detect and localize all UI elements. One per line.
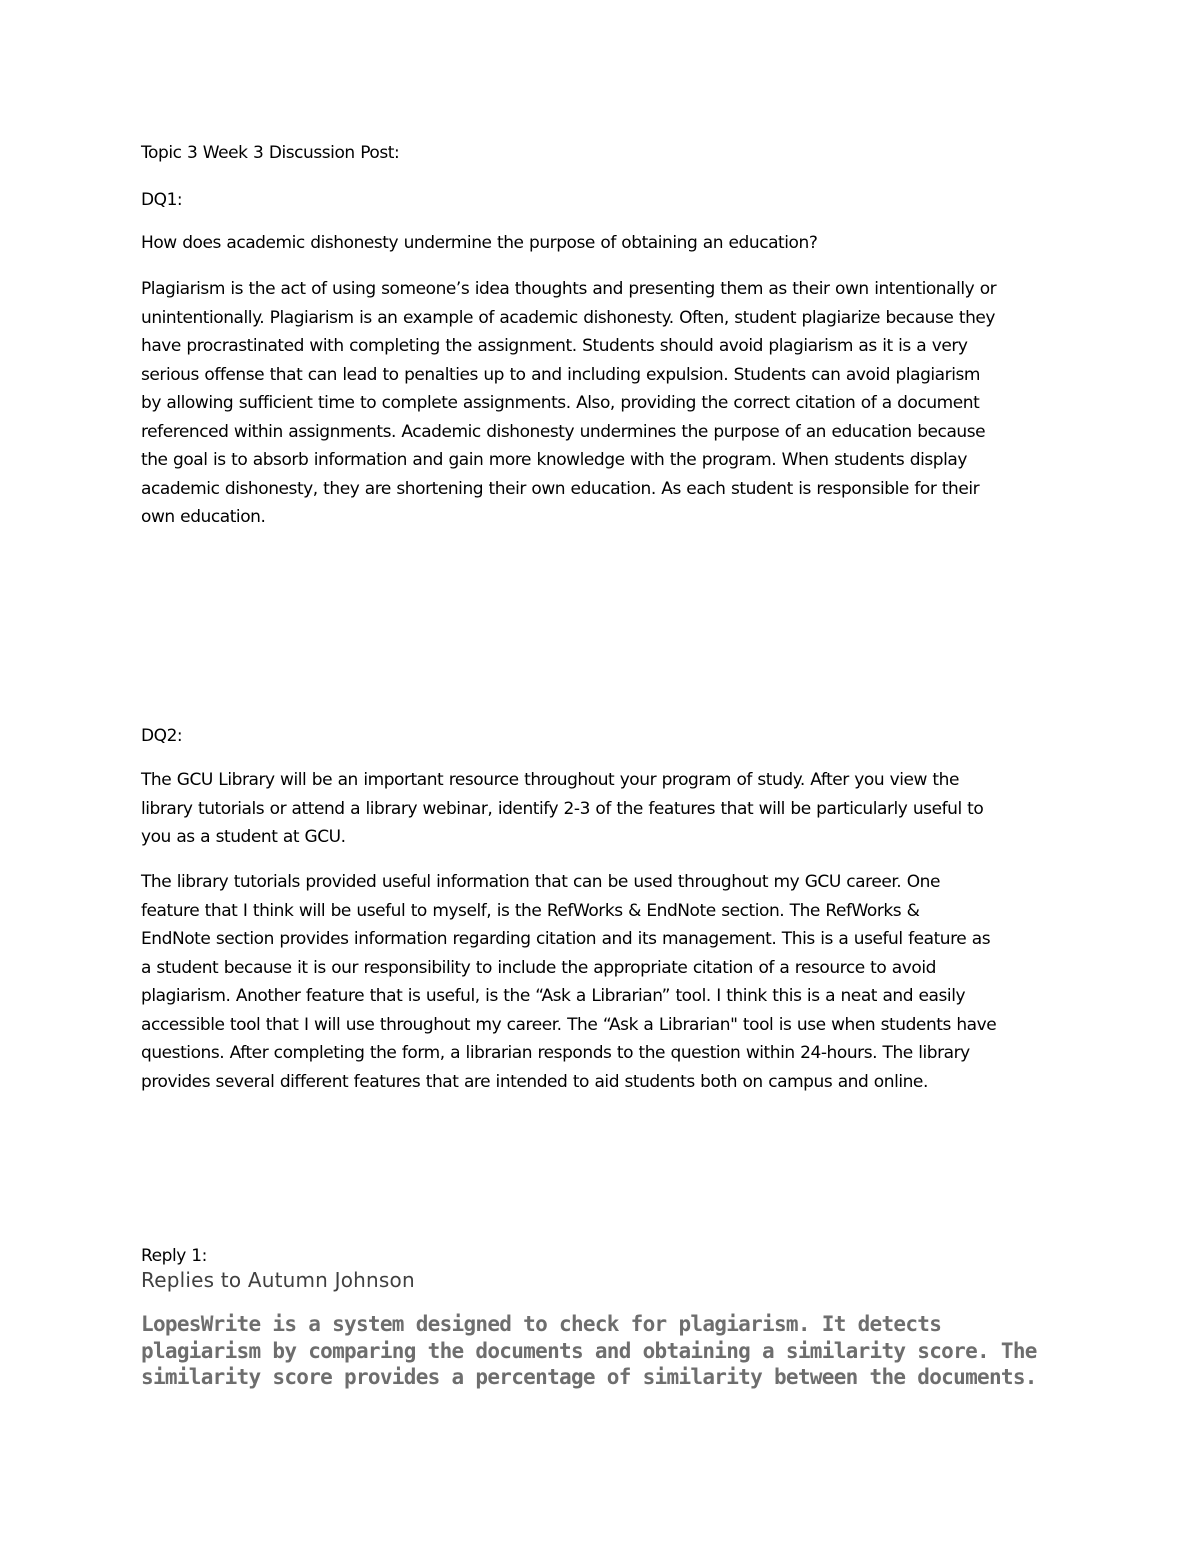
dq2-answer-line: plagiarism. Another feature that is useful, is the “Ask a Librarian” tool. I think this is a neat and easily: [141, 986, 966, 1006]
reply1-label: Reply 1:: [141, 1246, 207, 1266]
reply1-body-line: LopesWrite is a system designed to check for plagiarism. It detects: [141, 1312, 942, 1336]
dq2-label: DQ2:: [141, 726, 183, 746]
dq1-answer-line: own education.: [141, 507, 266, 527]
dq1-answer-line: academic dishonesty, they are shortening their own education. As each student is responsible for their: [141, 478, 980, 499]
dq1-answer-line: have procrastinated with completing the assignment. Students should avoid plagiarism as it is a very: [141, 336, 968, 356]
dq2-answer-line: questions. After completing the form, a librarian responds to the question within 24-hours. The library: [141, 1043, 970, 1063]
dq1-question: How does academic dishonesty undermine the purpose of obtaining an education?: [141, 233, 818, 253]
dq1-answer-line: referenced within assignments. Academic dishonesty undermines the purpose of an education because: [141, 421, 986, 442]
dq2-question-line: library tutorials or attend a library webinar, identify 2-3 of the features that will be particularly useful to: [141, 798, 984, 819]
dq2-question-paragraph: [141, 766, 1063, 852]
dq2-answer-paragraph: [141, 868, 1063, 1096]
dq1-answer-line: unintentionally. Plagiarism is an example of academic dishonesty. Often, student plagiarize because they: [141, 307, 996, 328]
reply1-heading: Replies to Autumn Johnson: [141, 1268, 415, 1292]
dq2-answer-line: EndNote section provides information regarding citation and its management. This is a useful feature as: [141, 929, 991, 949]
dq1-answer-line: the goal is to absorb information and gain more knowledge with the program. When students display: [141, 450, 967, 470]
dq1-label: DQ1:: [141, 190, 183, 210]
dq2-answer-line: a student because it is our responsibility to include the appropriate citation of a resource to avoid: [141, 957, 936, 978]
dq2-question-line: The GCU Library will be an important resource throughout your program of study. After you view the: [141, 770, 959, 790]
reply1-body-paragraph: [141, 1311, 1081, 1391]
reply1-body-line: similarity score provides a percentage of similarity between the documents.: [141, 1365, 1037, 1389]
dq2-answer-line: The library tutorials provided useful information that can be used throughout my GCU career. One: [141, 872, 940, 892]
dq2-answer-line: accessible tool that I will use throughout my career. The “Ask a Librarian" tool is use when students have: [141, 1014, 997, 1035]
dq2-answer-line: provides several different features that are intended to aid students both on campus and online.: [141, 1071, 928, 1092]
dq1-answer-line: serious offense that can lead to penalties up to and including expulsion. Students can avoid plagiarism: [141, 364, 980, 385]
dq1-answer-paragraph: [141, 275, 1063, 532]
document-title: Topic 3 Week 3 Discussion Post:: [141, 143, 400, 163]
dq2-question-line: you as a student at GCU.: [141, 827, 346, 847]
reply1-body-line: plagiarism by comparing the documents and obtaining a similarity score. The: [141, 1338, 1037, 1363]
dq1-answer-line: by allowing sufficient time to complete assignments. Also, providing the correct citation of a document: [141, 393, 980, 413]
dq2-answer-line: feature that I think will be useful to myself, is the RefWorks & EndNote section. The RefWorks &: [141, 900, 920, 921]
dq1-answer-line: Plagiarism is the act of using someone’s idea thoughts and presenting them as their own intentionally or: [141, 279, 997, 299]
